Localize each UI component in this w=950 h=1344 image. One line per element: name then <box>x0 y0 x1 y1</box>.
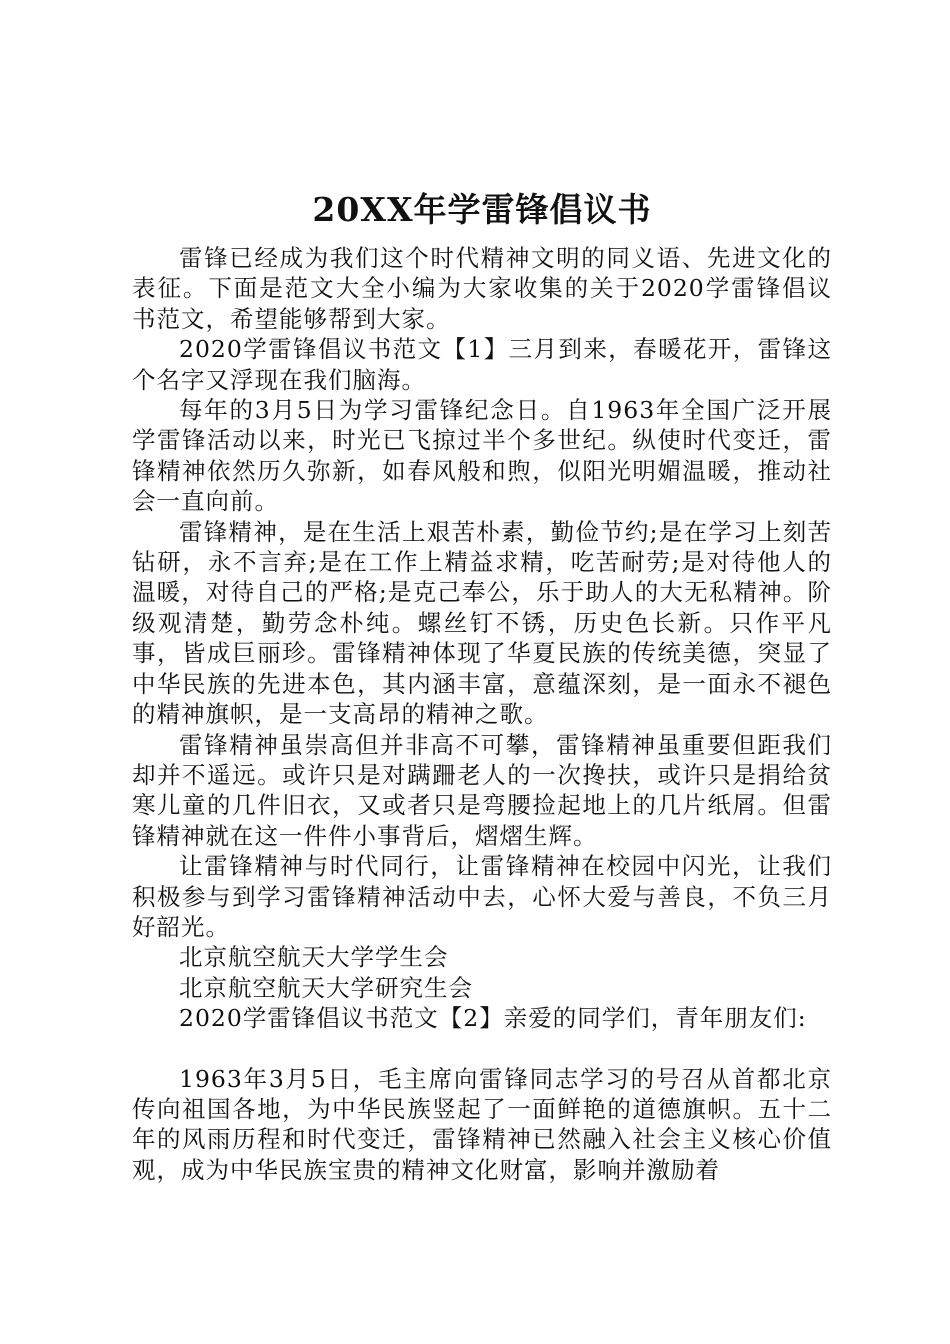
paragraph-sample-1-heading: 2020学雷锋倡议书范文【1】三月到来，春暖花开，雷锋这个名字又浮现在我们脑海。 <box>132 335 832 394</box>
paragraph-sample-2-heading: 2020学雷锋倡议书范文【2】亲爱的同学们，青年朋友们: <box>179 1004 807 1033</box>
paragraph-call-to-action: 让雷锋精神与时代同行，让雷锋精神在校园中闪光，让我们积极参与到学习雷锋精神活动中去，心怀大爱与善良，不负三月好韶光。 <box>132 852 832 941</box>
signature-graduate-union: 北京航空航天大学研究生会 <box>179 973 473 1002</box>
paragraph-spirit-meaning: 雷锋精神，是在生活上艰苦朴素，勤俭节约;是在学习上刻苦钻研，永不言弃;是在工作上精益求精，吃苦耐劳;是对待他人的温暖，对待自己的严格;是克己奉公，乐于助人的大无私精神。阶级观清楚，勤劳念朴纯。螺丝钉不锈，历史色长新。只作平凡事，皆成巨丽珍。雷锋精神体现了华夏民族的传统美德，突显了中华民族的先进本色，其内涵丰富，意蕴深刻，是一面永不褪色的精神旗帜，是一支高昂的精神之歌。 <box>132 517 832 729</box>
paragraph-memorial-day: 每年的3月5日为学习雷锋纪念日。自1963年全国广泛开展学雷锋活动以来，时光已飞掠过半个多世纪。纵使时代变迁，雷锋精神依然历久弥新，如春风般和煦，似阳光明媚温暖，推动社会一直向前。 <box>132 396 832 516</box>
signature-student-union: 北京航空航天大学学生会 <box>179 943 449 972</box>
document-title: 20XX年学雷锋倡议书 <box>312 190 652 229</box>
paragraph-small-deeds: 雷锋精神虽崇高但并非高不可攀，雷锋精神虽重要但距我们却并不遥远。或许只是对蹒跚老人的一次搀扶，或许只是捐给贫寒儿童的几件旧衣，又或者只是弯腰捡起地上的几片纸屑。但雷锋精神就在这一件件小事背后，熠熠生辉。 <box>132 730 832 850</box>
paragraph-1963-history: 1963年3月5日，毛主席向雷锋同志学习的号召从首都北京传向祖国各地，为中华民族竖起了一面鲜艳的道德旗帜。五十二年的风雨历程和时代变迁，雷锋精神已然融入社会主义核心价值观，成为中华民族宝贵的精神文化财富，影响并激励着 <box>132 1064 832 1184</box>
document-page <box>132 185 832 1185</box>
paragraph-intro: 雷锋已经成为我们这个时代精神文明的同义语、先进文化的表征。下面是范文大全小编为大家收集的关于2020学雷锋倡议书范文，希望能够帮到大家。 <box>132 244 832 333</box>
